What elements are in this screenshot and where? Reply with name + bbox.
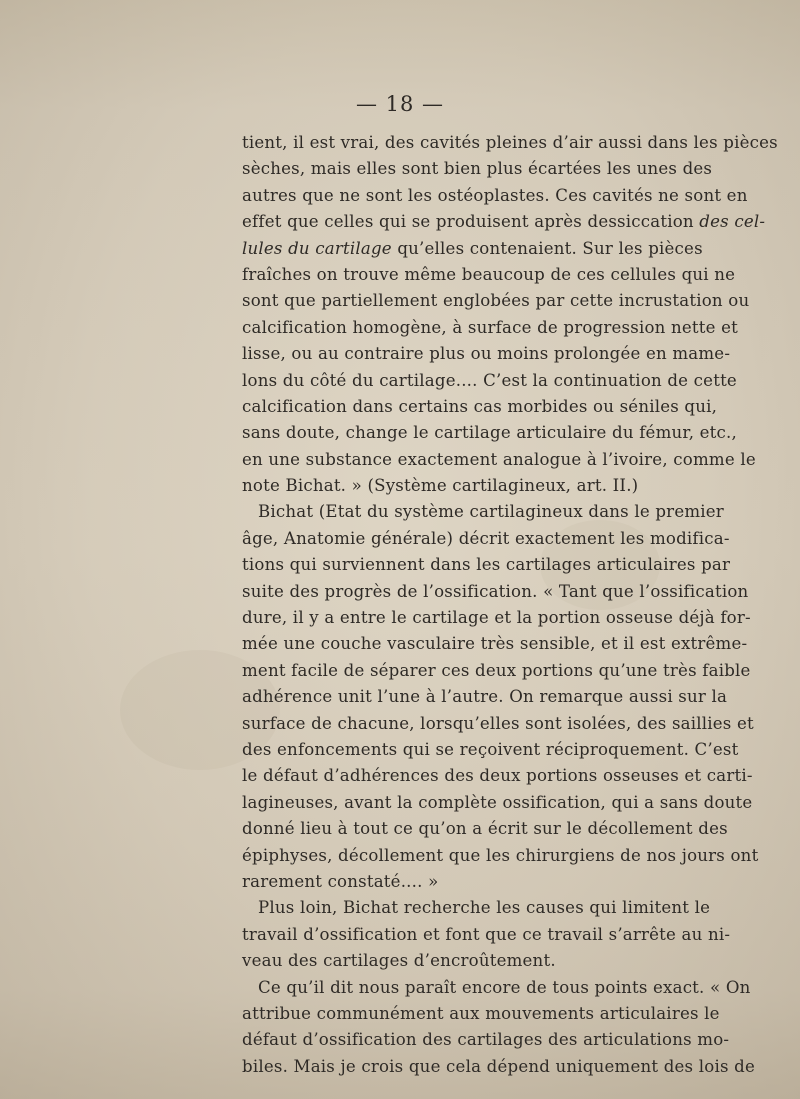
text-line: autres que ne sont les ostéoplastes. Ces cavités ne sont en [242,185,748,205]
text-line: biles. Mais je crois que cela dépend uniquement des lois de [242,1056,755,1076]
text-line: fraîches on trouve même beaucoup de ces cellules qui ne [242,264,736,284]
text-line: le défaut d’adhérences des deux portions osseuses et carti- [242,766,753,786]
text-line: tient, il est vrai, des cavités pleines d’air aussi dans les pièces [242,133,778,152]
italic-fragment: lules du cartilage [242,238,392,258]
body-text [242,130,778,1080]
text-line: surface de chacune, lorsqu’elles sont isolées, des saillies et [242,713,754,733]
text-line: épiphyses, décollement que les chirurgiens de nos jours ont [242,845,759,865]
text-line: Plus loin, Bichat recherche les causes qui limitent le [258,898,711,918]
text-line: lons du côté du cartilage.... C’est la continuation de cette [242,370,737,390]
text-line: en une substance exactement analogue à l’ivoire, comme le [242,449,756,469]
text-line: note Bichat. » (Système cartilagineux, art. II.) [242,476,639,496]
text-line: adhérence unit l’une à l’autre. On remarque aussi sur la [242,687,728,707]
text-line: lisse, ou au contraire plus ou moins prolongée en mame- [242,344,731,364]
text-line: défaut d’ossification des cartilages des articulations mo- [242,1030,730,1050]
text-line: sont que partiellement englobées par cette incrustation ou [242,291,750,311]
text-line: suite des progrès de l’ossification. « Tant que l’ossification [242,581,749,601]
text-line: sans doute, change le cartilage articulaire du fémur, etc., [242,423,737,443]
page-number: — 18 — [355,92,445,116]
text-line [242,209,766,235]
text-fragment: effet que celles qui se produisent après dessiccation [242,212,694,232]
text-line: rarement constaté.... » [242,871,439,891]
text-line: des enfoncements qui se reçoivent réciproquement. C’est [242,739,739,759]
text-line: âge, Anatomie générale) décrit exactement les modifica- [242,528,730,548]
text-line: attribue communément aux mouvements articulaires le [242,1003,720,1023]
text-line: mée une couche vasculaire très sensible, et il est extrême- [242,634,748,654]
text-line: ment facile de séparer ces deux portions qu’une très faible [242,660,751,680]
text-line: calcification homogène, à surface de progression nette et [242,317,739,337]
text-line: travail d’ossification et font que ce travail s’arrête au ni- [242,924,731,944]
text-line: sèches, mais elles sont bien plus écartées les unes des [242,159,713,179]
text-line: calcification dans certains cas morbides ou séniles qui, [242,396,718,416]
text-line: Ce qu’il dit nous paraît encore de tous points exact. « On [258,977,751,997]
text-line [242,236,703,262]
italic-fragment: des cel- [699,212,766,232]
text-line: dure, il y a entre le cartilage et la portion osseuse déjà for- [242,608,751,628]
text-line: tions qui surviennent dans les cartilages articulaires par [242,555,731,575]
text-line: lagineuses, avant la complète ossification, qui a sans doute [242,792,753,812]
text-line: veau des cartilages d’encroûtement. [242,951,556,971]
text-fragment: qu’elles contenaient. Sur les pièces [397,238,703,258]
text-line: donné lieu à tout ce qu’on a écrit sur le décollement des [242,819,728,839]
text-line: Bichat (Etat du système cartilagineux dans le premier [258,502,724,522]
